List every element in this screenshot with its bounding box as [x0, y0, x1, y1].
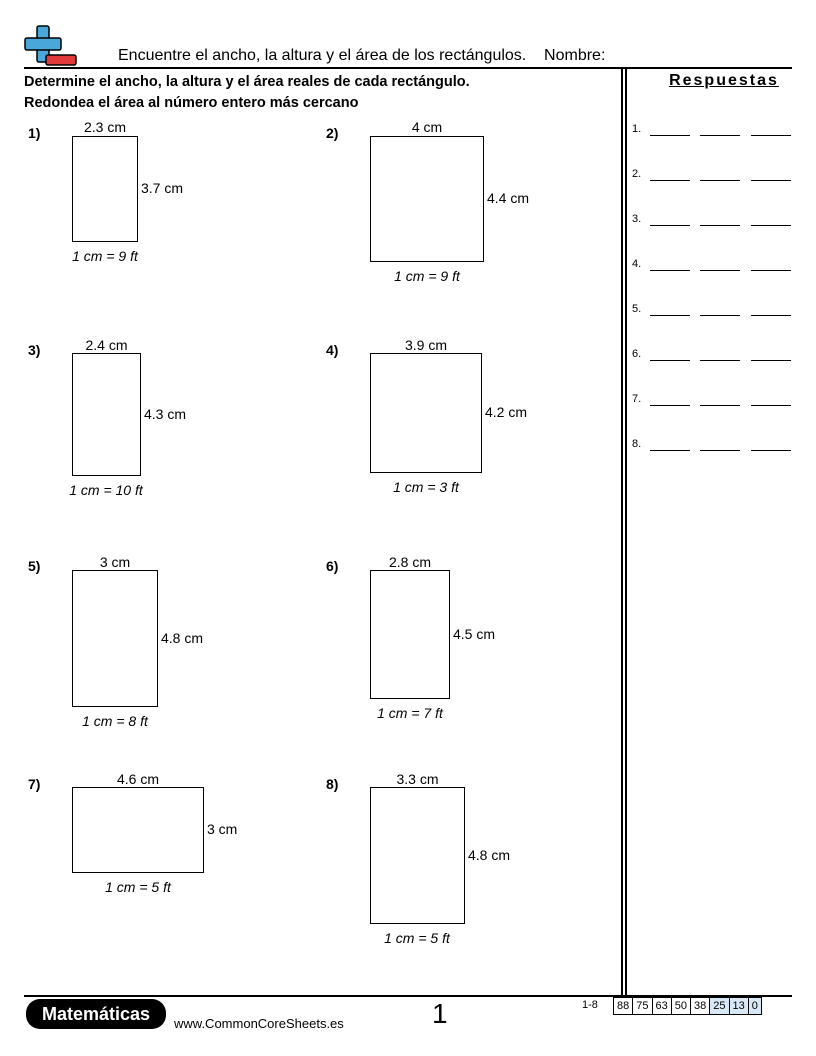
answer-blank[interactable] [700, 180, 740, 181]
answer-number: 6. [632, 348, 642, 360]
score-cell: 38 [691, 998, 710, 1015]
rectangle-figure [72, 787, 204, 873]
scale-label: 1 cm = 5 ft [384, 930, 450, 946]
page-number: 1 [432, 998, 448, 1029]
score-cell: 0 [748, 998, 761, 1015]
answer-number: 5. [632, 303, 642, 315]
answer-row [632, 213, 792, 233]
problem-number: 6) [326, 558, 339, 574]
scale-label: 1 cm = 8 ft [82, 713, 148, 729]
width-label: 4 cm [411, 119, 443, 135]
rectangle-figure [72, 570, 158, 707]
scale-label: 1 cm = 9 ft [394, 268, 460, 284]
answer-row [632, 348, 792, 368]
problem-number: 7) [28, 776, 41, 792]
width-label: 3.3 cm [396, 771, 439, 787]
answer-blank[interactable] [700, 450, 740, 451]
answer-blank[interactable] [700, 405, 740, 406]
answer-blank[interactable] [751, 180, 791, 181]
height-label: 4.3 cm [144, 405, 187, 422]
problem-number: 5) [28, 558, 41, 574]
answer-blank[interactable] [650, 405, 690, 406]
answer-blank[interactable] [751, 405, 791, 406]
answer-blank[interactable] [700, 360, 740, 361]
width-label: 2.4 cm [85, 337, 128, 353]
rectangle-figure [370, 787, 465, 924]
width-label: 2.3 cm [83, 119, 126, 135]
scale-label: 1 cm = 10 ft [69, 482, 143, 498]
header-divider [24, 67, 792, 69]
score-cell: 63 [652, 998, 671, 1015]
height-label: 3.7 cm [141, 180, 184, 196]
score-cell: 50 [671, 998, 690, 1015]
answer-blank[interactable] [700, 225, 740, 226]
answer-row [632, 438, 792, 458]
answer-blank[interactable] [751, 225, 791, 226]
answer-blank[interactable] [700, 315, 740, 316]
scale-label: 1 cm = 7 ft [377, 705, 443, 721]
score-table [613, 997, 762, 1015]
answer-divider-left [621, 67, 623, 995]
width-label: 4.6 cm [116, 771, 159, 787]
width-label: 2.8 cm [388, 554, 431, 570]
rectangle-figure [72, 353, 141, 476]
answer-row [632, 123, 792, 143]
answer-number: 1. [632, 123, 642, 135]
brand-badge: Matemáticas [26, 999, 166, 1029]
height-label: 4.2 cm [485, 404, 528, 420]
answer-number: 4. [632, 258, 642, 270]
answer-number: 7. [632, 393, 642, 405]
plus-minus-logo-icon [24, 24, 78, 68]
rectangle-figure [72, 136, 138, 242]
problem-number: 4) [326, 342, 339, 358]
scale-label: 1 cm = 5 ft [105, 879, 171, 895]
instruction-line-2: Redondea el área al número entero más cercano [24, 95, 359, 111]
instructions [24, 72, 470, 114]
problem-range: 1-8 [582, 999, 598, 1011]
answer-blank[interactable] [650, 270, 690, 271]
score-cell: 75 [633, 998, 652, 1015]
answer-blank[interactable] [751, 360, 791, 361]
problem-number: 8) [326, 776, 339, 792]
rectangle-figure [370, 353, 482, 473]
answer-row [632, 303, 792, 323]
answer-blank[interactable] [751, 450, 791, 451]
answer-blank[interactable] [650, 135, 690, 136]
instruction-line-1: Determine el ancho, la altura y el área reales de cada rectángulo. [24, 74, 470, 90]
problem-number: 1) [28, 125, 41, 141]
score-cell: 25 [710, 998, 729, 1015]
width-label: 3 cm [99, 554, 131, 570]
problem-number: 2) [326, 125, 339, 141]
answer-blank[interactable] [650, 315, 690, 316]
answer-row [632, 168, 792, 188]
width-label: 3.9 cm [404, 337, 447, 353]
score-cell: 88 [614, 998, 633, 1015]
answer-blank[interactable] [751, 270, 791, 271]
site-url: www.CommonCoreSheets.es [174, 1016, 344, 1031]
rectangle-figure [370, 136, 484, 262]
height-label: 4.4 cm [487, 190, 530, 206]
answer-row [632, 258, 792, 278]
rectangle-figure [370, 570, 450, 699]
answer-blank[interactable] [700, 270, 740, 271]
answer-number: 2. [632, 168, 642, 180]
answer-blank[interactable] [751, 315, 791, 316]
worksheet-title: Encuentre el ancho, la altura y el área de los rectángulos. Nombre: [118, 47, 606, 64]
answer-divider-right [625, 67, 627, 995]
answer-row [632, 393, 792, 413]
answer-blank[interactable] [650, 450, 690, 451]
height-label: 3 cm [207, 821, 238, 837]
height-label: 4.5 cm [453, 625, 496, 642]
scale-label: 1 cm = 9 ft [72, 248, 138, 264]
answers-title: Respuestas [669, 72, 779, 89]
problem-number: 3) [28, 342, 41, 358]
answer-number: 3. [632, 213, 642, 225]
answer-blank[interactable] [700, 135, 740, 136]
answer-blank[interactable] [650, 360, 690, 361]
answer-number: 8. [632, 438, 642, 450]
answer-blank[interactable] [751, 135, 791, 136]
scale-label: 1 cm = 3 ft [393, 479, 459, 495]
answer-blank[interactable] [650, 180, 690, 181]
height-label: 4.8 cm [468, 846, 511, 863]
score-cell: 13 [729, 998, 748, 1015]
height-label: 4.8 cm [161, 629, 204, 646]
answer-blank[interactable] [650, 225, 690, 226]
